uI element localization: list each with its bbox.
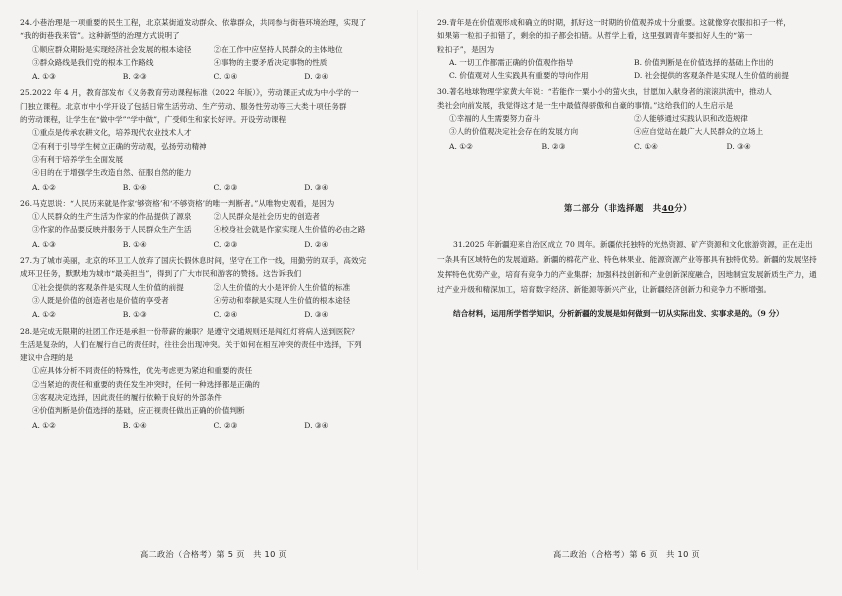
- q28-stem-line: 生活是复杂的，人们在履行自己的责任时，往往会出现冲突。关于如何在相互冲突的责任中选择，下列: [20, 339, 362, 349]
- q30-options-row: [437, 112, 819, 125]
- q29-option-b: B. 价值判断是在价值选择的基础上作出的: [634, 57, 774, 67]
- q28-stem-line: 建议中合理的是: [20, 353, 74, 363]
- q28-answer-a: A. ①②: [32, 420, 56, 430]
- q29-stem-line: 粒扣子”，是因为: [437, 44, 495, 54]
- page-5: [20, 16, 395, 432]
- question-26: [20, 197, 395, 251]
- q30-option-1: ①幸福的人生需要努力奋斗: [449, 114, 541, 124]
- q25-answer-a: A. ①②: [32, 182, 56, 192]
- q24-options-row: [20, 56, 395, 69]
- q27-answer-c: C. ②④: [213, 310, 238, 320]
- q24-options-row: [20, 43, 395, 56]
- q29-option-a: A. 一切工作都需正确的价值观作指导: [449, 57, 574, 67]
- q26-option-2: ②人民群众是社会历史的创造者: [213, 212, 320, 222]
- q25-answer-c: C. ②③: [213, 182, 238, 192]
- q24-stem-line: 24.小巷治理是一项重要的民生工程，北京某街道发动群众、依靠群众，共同参与街巷环境治理，实现了: [20, 18, 367, 27]
- q25-option-3: ③有利于培养学生全面发展: [32, 154, 124, 164]
- q30-answers: [437, 140, 819, 153]
- q30-stem-line: 30.著名地球物理学家黄大年说：“若能作一粟小小的萤火虫，甘愿加入献身者的滚滚洪流中，推动人: [437, 87, 772, 97]
- q27-stem-line: 27.为了城市美丽，北京的环卫工人放弃了国庆长假休息时间，坚守在工作一线，用勤劳的双手，高效完: [20, 256, 367, 266]
- q27-option-4: ④劳动和奉献是实现人生价值的根本途径: [213, 295, 351, 305]
- q30-option-2: ②人能够通过实践认识和改造规律: [634, 114, 748, 124]
- q28-answer-b: B. ①④: [122, 420, 147, 430]
- q27-answers: [20, 308, 395, 321]
- q25-option-1: ①重点是传承农耕文化，培养现代农业技术人才: [32, 128, 192, 138]
- q24-answer-b: B. ②③: [122, 72, 147, 82]
- page-6: [437, 16, 819, 321]
- q26-answer-b: B. ①④: [122, 239, 147, 249]
- q30-answer-c: C. ①④: [634, 141, 658, 151]
- q27-answer-b: B. ①③: [122, 310, 147, 320]
- q29-stem-line: 29.青年是在价值观形成和确立的时期，抓好这一时期的价值观养成十分重要。这就像穿衣服扣扣子一样，: [437, 18, 791, 27]
- q27-answer-a: A. ①②: [32, 310, 56, 320]
- q29-option-c: C. 价值观对人生实践具有重要的导向作用: [449, 71, 589, 81]
- q25-option-4: ④目的在于增强学生改造自然、征服自然的能力: [32, 168, 192, 178]
- q27-option-3: ③人既是价值的创造者也是价值的享受者: [32, 295, 169, 305]
- q24-answer-d: D. ②④: [304, 72, 329, 82]
- q28-option-3: ③客观决定选择，因此责任的履行依赖于良好的外部条件: [32, 393, 222, 403]
- q25-option-2: ②有利于引导学生树立正确的劳动观，弘扬劳动精神: [32, 141, 207, 151]
- question-25: [20, 86, 395, 193]
- page-6-footer: 高二政治（合格考）第 6 页 共 10 页: [553, 549, 700, 559]
- q27-answer-d: D. ③④: [304, 310, 329, 320]
- q25-answer-d: D. ③④: [304, 182, 329, 192]
- q28-answer-d: D. ③④: [304, 420, 329, 430]
- q24-answer-c: C. ①④: [213, 72, 238, 82]
- q25-stem-line: 的劳动课程，让学生在“做中学”“学中做”，广受师生和家长好评。开设劳动课程: [20, 115, 287, 125]
- part-two-title-end: 分）: [674, 202, 693, 213]
- q25-answer-b: B. ①④: [122, 182, 147, 192]
- q29-stem-line: 如果第一粒扣子扣错了，剩余的扣子都会扣错。从哲学上看，这里强调青年要扣好人生的“第一: [437, 31, 753, 41]
- q27-option-2: ②人生价值的大小是评价人生价值的标准: [213, 282, 351, 292]
- q27-stem-line: 成环卫任务，默默地为城市“最美担当”，得到了广大市民和游客的赞扬。这告诉我们: [20, 269, 302, 279]
- q31-material: 31.2025 年新疆迎来自治区成立 70 周年。新疆依托独特的光热资源、矿产资源和文化旅游资源，正在走出一条具有区域特色的发展道路。新疆的棉花产业、特色林果业、能源资源产业等都具有独特优势。新疆的发展坚持发挥特色优势产业，培育有竞争力的产业集群；加强科技创新和产业创新深度融合，因地制宜发展新质生产力，通过产业升级和精深加工，培育数字经济、新能源等新兴产业，让新疆经济创新力和竞争力不断增强。: [437, 240, 817, 294]
- q30-answer-a: A. ①②: [449, 141, 473, 151]
- q28-answers: [20, 419, 395, 432]
- q25-stem-line: 25.2022 年 4 月，教育部发布《义务教育劳动课程标准（2022 年版）》，劳动课正式成为中小学的一: [20, 88, 359, 98]
- q25-answers: [20, 181, 395, 194]
- q28-option-1: ①应具体分析不同责任的特殊性，优先考虑更为紧迫和重要的责任: [32, 366, 253, 376]
- q31-task: 结合材料，运用所学哲学知识，分析新疆的发展是如何做到一切从实际出发、实事求是的。（9 分）: [453, 309, 784, 319]
- q30-answer-b: B. ②③: [541, 141, 566, 151]
- q30-stem-line: 类社会向前发展，我觉得这才是一生中最值得骄傲和自豪的事情。”这给我们的人生启示是: [437, 100, 734, 110]
- q26-options-row: [20, 210, 395, 223]
- q26-stem-line: 26.马克思说：“人民历来就是作家‘够资格’和‘不够资格’的唯一判断者。”从唯物史观看，是因为: [20, 198, 335, 208]
- q29-option-d: D. 社会提供的客观条件是实现人生价值的前提: [634, 71, 789, 81]
- question-30: [437, 85, 819, 152]
- q26-answer-a: A. ①③: [32, 239, 56, 249]
- q28-option-4: ④价值判断是价值选择的基础，应正视责任做出正确的价值判断: [32, 406, 245, 416]
- q26-option-1: ①人民群众的生产生活为作家的作品提供了源泉: [32, 212, 192, 222]
- q28-answer-c: C. ②③: [213, 420, 238, 430]
- q30-answer-d: D. ③④: [726, 141, 751, 151]
- part-two-score: 40: [661, 202, 675, 213]
- q24-option-2: ②在工作中应坚持人民群众的主体地位: [213, 44, 343, 54]
- q26-answers: [20, 238, 395, 251]
- q26-answer-c: C. ②③: [213, 239, 238, 249]
- q26-option-4: ④校身社会就是作家实现人生价值的必由之路: [213, 225, 366, 235]
- q26-options-row: [20, 223, 395, 236]
- q25-stem-line: 门独立课程。北京市中小学开设了包括日常生活劳动、生产劳动、服务性劳动等三大类十项任务群: [20, 101, 347, 111]
- question-27: [20, 254, 395, 321]
- part-two-heading: [437, 202, 819, 215]
- q24-option-4: ④事物的主要矛盾决定事物的性质: [213, 57, 328, 67]
- question-28: [20, 325, 395, 432]
- q30-option-3: ③人的价值观决定社会存在的发展方向: [449, 127, 579, 137]
- q24-option-1: ①顺应群众期盼是实现经济社会发展的根本途径: [32, 44, 192, 54]
- q28-stem-line: 28.是完成无限期的社团工作还是承担一份带薪的兼职？是遵守交通规则还是闯红灯将病人送到医院？: [20, 326, 359, 336]
- q27-options-row: [20, 294, 395, 307]
- question-29: [437, 16, 819, 82]
- q30-option-4: ④应自觉站在最广大人民群众的立场上: [634, 127, 764, 137]
- q27-options-row: [20, 281, 395, 294]
- q24-stem-line: “我的街巷我来管”。这种新型的治理方式说明了: [20, 31, 180, 41]
- page-5-footer: 高二政治（合格考）第 5 页 共 10 页: [140, 549, 287, 559]
- q26-answer-d: D. ②④: [304, 239, 329, 249]
- q30-options-row: [437, 125, 819, 138]
- q27-option-1: ①社会提供的客观条件是实现人生价值的前提: [32, 282, 184, 292]
- q29-options-row: [437, 69, 819, 82]
- q28-option-2: ②当紧迫的责任和重要的责任发生冲突时，任何一种选择都是正确的: [32, 379, 260, 389]
- q29-options-row: [437, 56, 819, 69]
- q24-answers: [20, 70, 395, 83]
- question-24: [20, 16, 395, 83]
- q24-option-3: ③群众路线是我们党的根本工作路线: [32, 57, 154, 67]
- q26-option-3: ③作家的作品要反映并服务于人民群众生产生活: [32, 225, 192, 235]
- q24-answer-a: A. ①③: [32, 72, 56, 82]
- page-divider: [417, 10, 418, 570]
- part-two-title: 第二部分（非选择题 共: [563, 202, 662, 213]
